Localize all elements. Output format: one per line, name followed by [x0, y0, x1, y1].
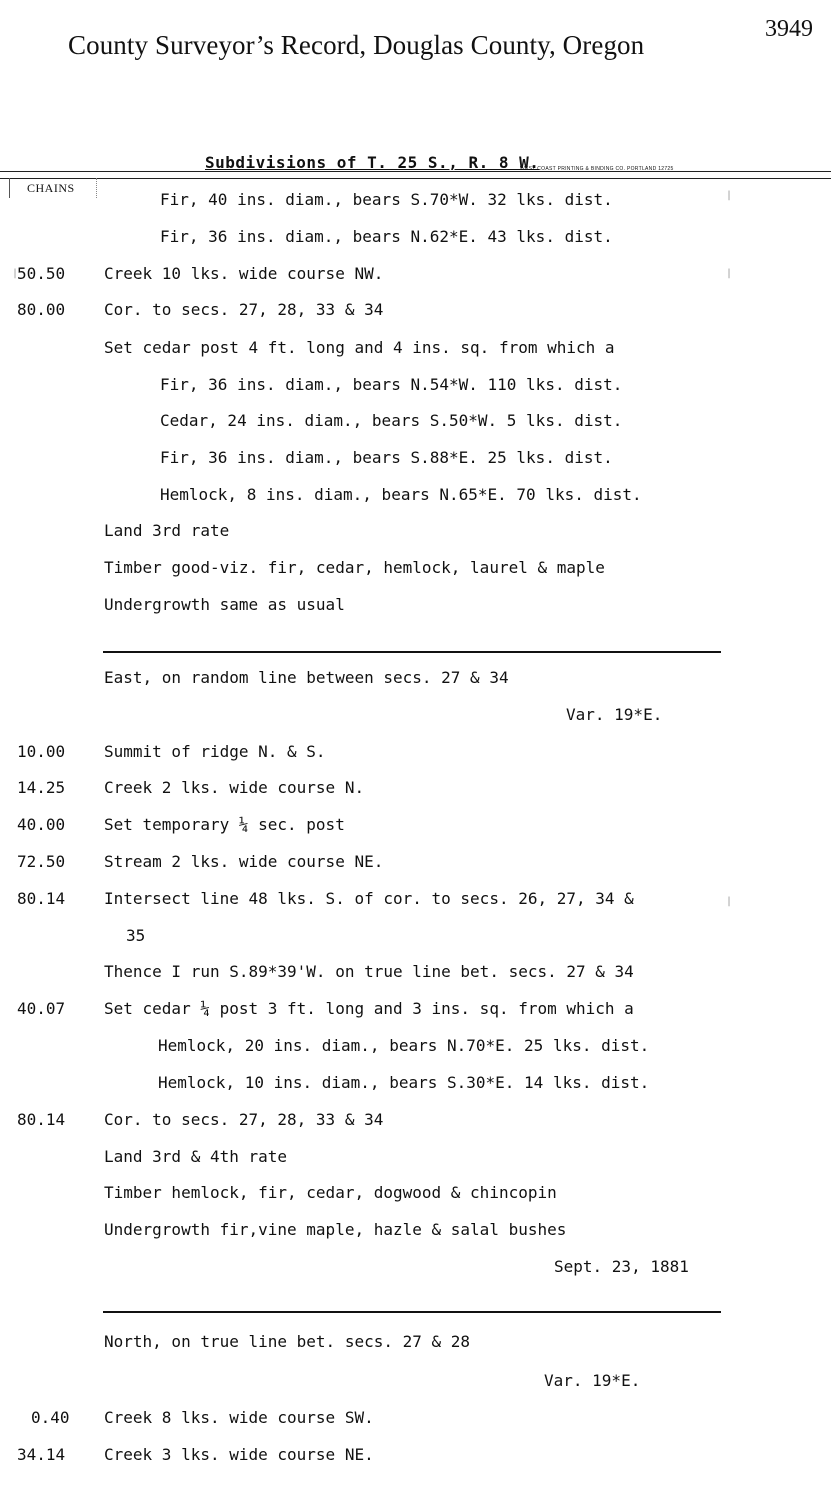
- entry-text: Fir, 36 ins. diam., bears S.88*E. 25 lks. dist.: [160, 448, 613, 467]
- date-text: Sept. 23, 1881: [554, 1257, 689, 1276]
- entry-text: Timber good-viz. fir, cedar, hemlock, laurel & maple: [104, 558, 605, 577]
- entry-row: [0, 521, 831, 545]
- entry-row: [0, 1257, 831, 1281]
- entry-text: Undergrowth fir,vine maple, hazle & salal bushes: [104, 1220, 567, 1239]
- entry-text: Fir, 36 ins. diam., bears N.54*W. 110 lks. dist.: [160, 375, 623, 394]
- margin-tick: |: [726, 190, 733, 201]
- entry-row: [0, 595, 831, 619]
- entry-text: Stream 2 lks. wide course NE.: [104, 852, 384, 871]
- entry-row: [0, 1408, 831, 1432]
- entry-text: East, on random line between secs. 27 & 34: [104, 668, 509, 687]
- entry-row: [0, 558, 831, 582]
- entry-row: [0, 778, 831, 802]
- entry-row: [0, 1073, 831, 1097]
- header-rule: [0, 171, 831, 179]
- chains-value: 80.14: [17, 889, 66, 908]
- entry-row: [0, 705, 831, 729]
- entry-text: Creek 8 lks. wide course SW.: [104, 1408, 374, 1427]
- entry-row: [0, 1445, 831, 1469]
- entry-text: Creek 3 lks. wide course NE.: [104, 1445, 374, 1464]
- entry-row: [0, 411, 831, 435]
- entry-text: Timber hemlock, fir, cedar, dogwood & chincopin: [104, 1183, 557, 1202]
- chains-value: 34.14: [17, 1445, 66, 1464]
- chains-value: 0.40: [31, 1408, 70, 1427]
- entry-row: [0, 962, 831, 986]
- chains-value: 10.00: [17, 742, 66, 761]
- entry-text: Set temporary ¼ sec. post: [104, 815, 345, 834]
- entry-text: Set cedar post 4 ft. long and 4 ins. sq. from which a: [104, 338, 615, 357]
- section-divider: [103, 1311, 721, 1313]
- chains-value: 72.50: [17, 852, 66, 871]
- entry-row: [0, 485, 831, 509]
- entry-row: [0, 668, 831, 692]
- page-subtitle: Subdivisions of T. 25 S., R. 8 W.: [205, 153, 540, 172]
- entry-row: [0, 1147, 831, 1171]
- entry-row: [0, 300, 831, 324]
- chains-value: 80.00: [17, 300, 66, 319]
- entry-text: Intersect line 48 lks. S. of cor. to secs. 26, 27, 34 &: [104, 889, 634, 908]
- page-number: 3949: [765, 16, 813, 42]
- entry-row: [0, 227, 831, 251]
- entry-row: [0, 852, 831, 876]
- entry-text: Hemlock, 10 ins. diam., bears S.30*E. 14 lks. dist.: [158, 1073, 650, 1092]
- entry-row: [0, 448, 831, 472]
- chains-value: 14.25: [17, 778, 66, 797]
- entry-text: Fir, 40 ins. diam., bears S.70*W. 32 lks. dist.: [160, 190, 613, 209]
- chains-value: 40.00: [17, 815, 66, 834]
- entry-text: Land 3rd rate: [104, 521, 230, 540]
- entry-text: Set cedar ¼ post 3 ft. long and 3 ins. sq. from which a: [104, 999, 634, 1018]
- entry-text: Cedar, 24 ins. diam., bears S.50*W. 5 lks. dist.: [160, 411, 623, 430]
- entry-row: [0, 190, 831, 214]
- variation-text: Var. 19*E.: [566, 705, 663, 724]
- entry-row: [0, 815, 831, 839]
- entry-row: [0, 999, 831, 1023]
- margin-tick: |: [726, 896, 733, 907]
- entry-row: [0, 1110, 831, 1134]
- chains-value: 40.07: [17, 999, 66, 1018]
- entry-row: [0, 1371, 831, 1395]
- chains-value: 50.50: [17, 264, 66, 283]
- entry-row: [0, 264, 831, 288]
- variation-text: Var. 19*E.: [544, 1371, 641, 1390]
- entry-text: Land 3rd & 4th rate: [104, 1147, 288, 1166]
- entry-text: Creek 10 lks. wide course NW.: [104, 264, 384, 283]
- record-title: County Surveyor’s Record, Douglas County, Oregon: [68, 30, 645, 60]
- entry-text: Undergrowth same as usual: [104, 595, 345, 614]
- entry-row: [0, 1220, 831, 1244]
- entry-text: Thence I run S.89*39'W. on true line bet. secs. 27 & 34: [104, 962, 634, 981]
- entry-row: [0, 889, 831, 913]
- entry-row: [0, 1332, 831, 1356]
- entry-row: [0, 926, 831, 950]
- entry-text: Cor. to secs. 27, 28, 33 & 34: [104, 1110, 384, 1129]
- entry-text: 35: [126, 926, 146, 945]
- margin-tick: |: [726, 268, 733, 279]
- entry-row: [0, 1036, 831, 1060]
- entry-text: Hemlock, 20 ins. diam., bears N.70*E. 25 lks. dist.: [158, 1036, 650, 1055]
- entry-text: Summit of ridge N. & S.: [104, 742, 326, 761]
- entry-text: Hemlock, 8 ins. diam., bears N.65*E. 70 lks. dist.: [160, 485, 642, 504]
- entry-text: Cor. to secs. 27, 28, 33 & 34: [104, 300, 384, 319]
- margin-tick: |: [12, 268, 19, 279]
- chains-value: 80.14: [17, 1110, 66, 1129]
- chains-column-label: CHAINS: [27, 181, 75, 195]
- entry-row: [0, 338, 831, 362]
- entry-row: [0, 375, 831, 399]
- printer-imprint: WEST COAST PRINTING & BINDING CO. PORTLAND 12725: [520, 166, 674, 172]
- section-divider: [103, 651, 721, 653]
- entry-row: [0, 742, 831, 766]
- entry-text: North, on true line bet. secs. 27 & 28: [104, 1332, 471, 1351]
- entry-text: Fir, 36 ins. diam., bears N.62*E. 43 lks. dist.: [160, 227, 613, 246]
- entry-text: Creek 2 lks. wide course N.: [104, 778, 365, 797]
- entry-row: [0, 1183, 831, 1207]
